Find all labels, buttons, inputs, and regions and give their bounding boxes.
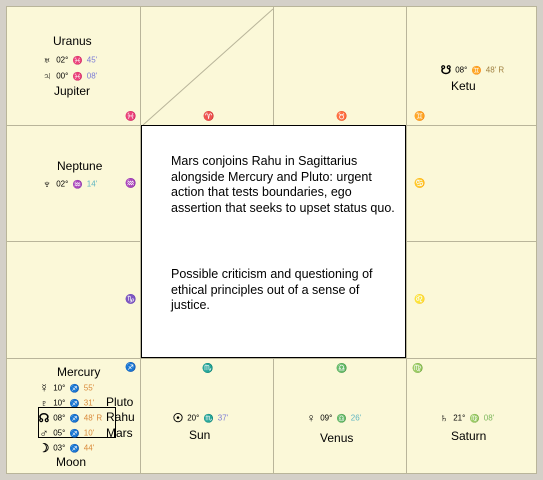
planet-row-sun (171, 411, 228, 423)
sagittarius-icon: ♐ (69, 383, 80, 393)
planet-row-neptune (40, 177, 97, 189)
planet-label-venus: Venus (320, 431, 354, 445)
jupiter-icon: ♃ (42, 69, 52, 83)
house-cell-8 (406, 241, 537, 359)
deg: 10° (53, 383, 66, 393)
neptune-icon: ♆ (42, 177, 52, 191)
sagittarius-icon: ♐ (69, 398, 80, 408)
min: 37' (217, 413, 229, 423)
min: 45' (86, 55, 98, 65)
sun-icon: ☉ (172, 411, 184, 425)
deg: 09° (320, 413, 333, 423)
min: 10' (83, 428, 95, 438)
mars-icon: ♂ (39, 426, 49, 440)
house-cell-6 (406, 125, 537, 242)
house-cell-1 (6, 6, 141, 126)
planet-row-ketu (439, 63, 504, 75)
mercury-icon: ☿ (39, 381, 49, 395)
house-cell-11 (273, 358, 407, 474)
scorpio-icon: ♏ (203, 413, 214, 423)
sagittarius-icon: ♐ (69, 428, 80, 438)
pisces-icon: ♓ (72, 71, 83, 81)
ketu-icon: ☋ (440, 63, 452, 77)
gemini-sign-icon: ♊ (414, 111, 426, 121)
deg: 02° (56, 179, 69, 189)
uranus-icon: ♅ (42, 53, 52, 67)
scorpio-sign-icon: ♏ (202, 363, 214, 373)
planet-row-jupiter (40, 69, 97, 81)
deg: 02° (56, 55, 69, 65)
pisces-icon: ♓ (72, 55, 83, 65)
min: 31' (83, 398, 95, 408)
cancer-sign-icon: ♋ (414, 178, 426, 188)
aquarius-icon: ♒ (72, 179, 83, 189)
capricorn-sign-icon: ♑ (125, 294, 137, 304)
min: 26' (350, 413, 362, 423)
moon-icon: ☽ (38, 441, 50, 455)
min: 08' (86, 71, 98, 81)
aquarius-sign-icon: ♒ (125, 178, 137, 188)
venus-icon: ♀ (306, 411, 316, 425)
planet-label-moon: Moon (56, 455, 87, 469)
sagittarius-sign-icon: ♐ (125, 362, 137, 372)
min: 55' (83, 383, 95, 393)
planet-label-mars: Mars (106, 426, 133, 440)
planet-label-ketu: Ketu (451, 79, 476, 93)
house-cell-10 (140, 358, 274, 474)
min: 44' (83, 443, 95, 453)
deg: 00° (56, 71, 69, 81)
leo-sign-icon: ♌ (414, 294, 426, 304)
min: 48' R (485, 65, 505, 75)
sagittarius-icon: ♐ (69, 443, 80, 453)
deg: 03° (53, 443, 66, 453)
sagittarius-icon: ♐ (69, 413, 80, 423)
house-cell-2 (140, 6, 274, 126)
planet-row-uranus (40, 53, 97, 65)
pluto-icon: ♇ (39, 396, 49, 410)
planet-label-pluto: Pluto (106, 395, 134, 409)
planet-row-saturn (437, 411, 494, 423)
planet-label-uranus: Uranus (53, 34, 92, 48)
planet-row-venus (304, 411, 361, 423)
saturn-icon: ♄ (439, 411, 449, 425)
planet-row-mercury (37, 381, 94, 393)
interpretation-panel (141, 125, 406, 358)
min: 08' (483, 413, 495, 423)
interpretation-paragraph-2: Possible criticism and questioning of ethical principles out of a sense of justice. (171, 267, 373, 312)
min: 48' R (83, 413, 103, 423)
house-cell-12 (406, 358, 537, 474)
planet-label-sun: Sun (189, 428, 211, 442)
planet-row-rahu (37, 411, 102, 423)
deg: 08° (53, 413, 66, 423)
min: 14' (86, 179, 98, 189)
house-cell-4 (406, 6, 537, 126)
planet-label-saturn: Saturn (451, 429, 487, 443)
house-cell-7 (6, 241, 141, 359)
planet-label-neptune: Neptune (57, 159, 103, 173)
deg: 20° (187, 413, 200, 423)
virgo-icon: ♍ (469, 413, 480, 423)
aries-sign-icon: ♈ (203, 111, 215, 121)
taurus-sign-icon: ♉ (336, 111, 348, 121)
interpretation-paragraph-1: Mars conjoins Rahu in Sagittarius alongside Mercury and Pluto: urgent action that tests boundaries, ego assertion that seeks to upset status quo. (171, 154, 395, 215)
deg: 05° (53, 428, 66, 438)
libra-sign-icon: ♎ (336, 363, 348, 373)
planet-label-rahu: Rahu (106, 410, 135, 424)
deg: 10° (53, 398, 66, 408)
deg: 21° (453, 413, 466, 423)
house-cell-5 (6, 125, 141, 242)
house-cell-3 (273, 6, 407, 126)
planet-row-moon (37, 441, 94, 453)
diagonal-line (141, 7, 275, 127)
gemini-icon: ♊ (471, 65, 482, 75)
rahu-icon: ☊ (38, 411, 50, 425)
libra-icon: ♎ (336, 413, 347, 423)
deg: 08° (455, 65, 468, 75)
pisces-sign-icon: ♓ (125, 111, 137, 121)
planet-label-jupiter: Jupiter (54, 84, 91, 98)
planet-label-mercury: Mercury (57, 365, 101, 379)
planet-row-mars (37, 426, 94, 438)
virgo-sign-icon: ♍ (412, 363, 424, 373)
house-cell-9 (6, 358, 141, 474)
